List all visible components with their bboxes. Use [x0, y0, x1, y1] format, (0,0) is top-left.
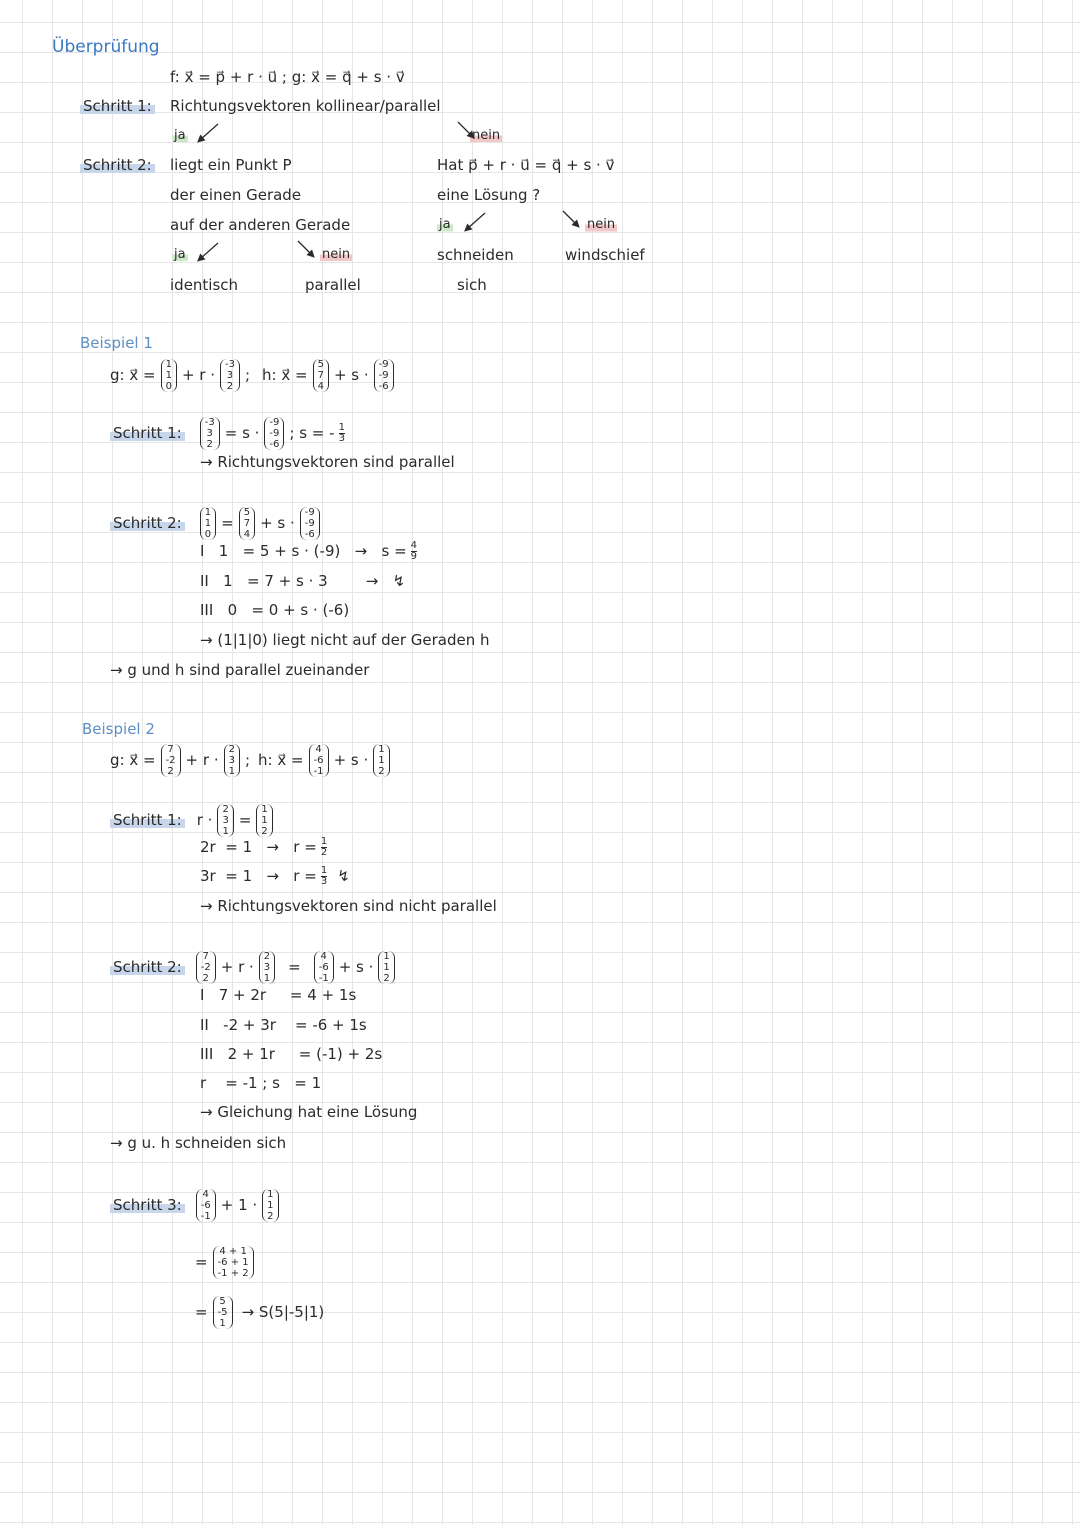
flow-step2-line1: liegt ein Punkt P	[170, 156, 292, 174]
b2-eq1: I 7 + 2r = 4 + 1s	[200, 986, 357, 1004]
arrow-ja-3	[467, 213, 485, 229]
b1-g-u: -3 3 2	[220, 359, 240, 392]
b1-h-v: -9 -9 -6	[374, 359, 394, 392]
b1-equations: g: x⃗ = 1 1 0 + r · -3 3 2 ; h: x⃗ = 5 7 4 + s · -9 -9 -6	[110, 355, 397, 395]
b2-equations: g: x⃗ = 7 -2 2 + r · 2 3 1 ; h: x⃗ = 4 -6 -1 + s · 1 1 2	[110, 740, 393, 780]
b1-step1: Schritt 1: -3 3 2 = s · -9 -9 -6 ; s = - $\frac{1}{3}$	[110, 413, 347, 453]
b1-h-q: 5 7 4	[313, 359, 329, 392]
flow-step1-text: Richtungsvektoren kollinear/parallel	[170, 97, 441, 115]
b2-eq2: II -2 + 3r = -6 + 1s	[200, 1016, 367, 1034]
arrow-ja-2	[200, 243, 218, 259]
b2-sum: = 4 + 1 -6 + 1 -1 + 2	[195, 1240, 257, 1284]
arrow-nein-1	[458, 122, 472, 136]
flow-arrows	[0, 0, 1080, 320]
b2-step3: Schritt 3: 4 -6 -1 + 1 · 1 1 2	[110, 1185, 282, 1225]
b2-final: → g u. h schneiden sich	[110, 1134, 287, 1152]
b1-heading: Beispiel 1	[80, 334, 153, 352]
b2-h-q: 4 -6 -1	[309, 744, 329, 777]
flow-ja-1: ja	[174, 128, 186, 143]
b1-step2-conclusion: → (1|1|0) liegt nicht auf der Geraden h	[200, 631, 490, 649]
b2-result: = 5 -5 1 → S(5|-5|1)	[195, 1295, 325, 1329]
flow-step2-label: Schritt 2:	[80, 156, 155, 174]
equation-forms: f: x⃗ = p⃗ + r · u⃗ ; g: x⃗ = q⃗ + s · v⃗	[170, 68, 405, 86]
flow-windschief: windschief	[565, 246, 645, 264]
flow-step2-line2: der einen Gerade	[170, 186, 302, 204]
page-title: Überprüfung	[52, 37, 160, 57]
b2-g-u: 2 3 1	[224, 744, 240, 777]
b2-h-v: 1 1 2	[373, 744, 389, 777]
b2-eq3: III 2 + 1r = (-1) + 2s	[200, 1045, 383, 1063]
b2-result-vec: 5 -5 1	[213, 1296, 233, 1329]
b2-line1: 2r = 1 → r = $\frac{1}{2}$	[200, 835, 328, 858]
flow-step2-line3: auf der anderen Gerade	[170, 216, 351, 234]
b1-step2: Schritt 2: 1 1 0 = 5 7 4 + s · -9 -9 -6	[110, 503, 323, 543]
arrow-ja-1	[200, 124, 218, 140]
flow-schneiden: schneiden	[437, 246, 514, 264]
flow-identisch: identisch	[170, 276, 239, 294]
b2-line2: 3r = 1 → r = $\frac{1}{3}$ ↯	[200, 864, 350, 887]
b2-eq4: r = -1 ; s = 1	[200, 1074, 322, 1092]
flow-hat-line1: Hat p⃗ + r · u⃗ = q⃗ + s · v⃗	[437, 156, 615, 174]
flow-ja-2: ja	[174, 247, 186, 262]
b1-final: → g und h sind parallel zueinander	[110, 661, 370, 679]
flow-nein-3: nein	[587, 217, 616, 232]
flow-hat-line2: eine Lösung ?	[437, 186, 541, 204]
b2-heading: Beispiel 2	[82, 720, 155, 738]
b1-row3: III 0 = 0 + s · (-6)	[200, 601, 350, 619]
b2-step2-conclusion: → Gleichung hat eine Lösung	[200, 1103, 418, 1121]
flow-step1-label: Schritt 1:	[80, 97, 155, 115]
flow-sich: sich	[457, 276, 487, 294]
b1-row1: I 1 = 5 + s · (-9) → s = $\frac{4}{9}$	[200, 539, 418, 562]
flow-ja-3: ja	[439, 217, 451, 232]
b2-g-p: 7 -2 2	[161, 744, 181, 777]
b2-sum-vec: 4 + 1 -6 + 1 -1 + 2	[213, 1246, 254, 1279]
arrow-nein-2	[298, 241, 312, 255]
b2-step1: Schritt 1: r · 2 3 1 = 1 1 2	[110, 800, 276, 840]
b2-step1-conclusion: → Richtungsvektoren sind nicht parallel	[200, 897, 497, 915]
b1-step1-conclusion: → Richtungsvektoren sind parallel	[200, 453, 455, 471]
flow-nein-1: nein	[472, 128, 501, 143]
b1-g-p: 1 1 0	[161, 359, 177, 392]
b2-step2: Schritt 2: 7 -2 2 + r · 2 3 1 = 4 -6 -1 + s · 1 1 2	[110, 947, 398, 987]
flow-parallel: parallel	[305, 276, 361, 294]
arrow-nein-3	[563, 211, 577, 225]
flow-nein-2: nein	[322, 247, 351, 262]
b1-row2: II 1 = 7 + s · 3 → ↯	[200, 572, 406, 590]
